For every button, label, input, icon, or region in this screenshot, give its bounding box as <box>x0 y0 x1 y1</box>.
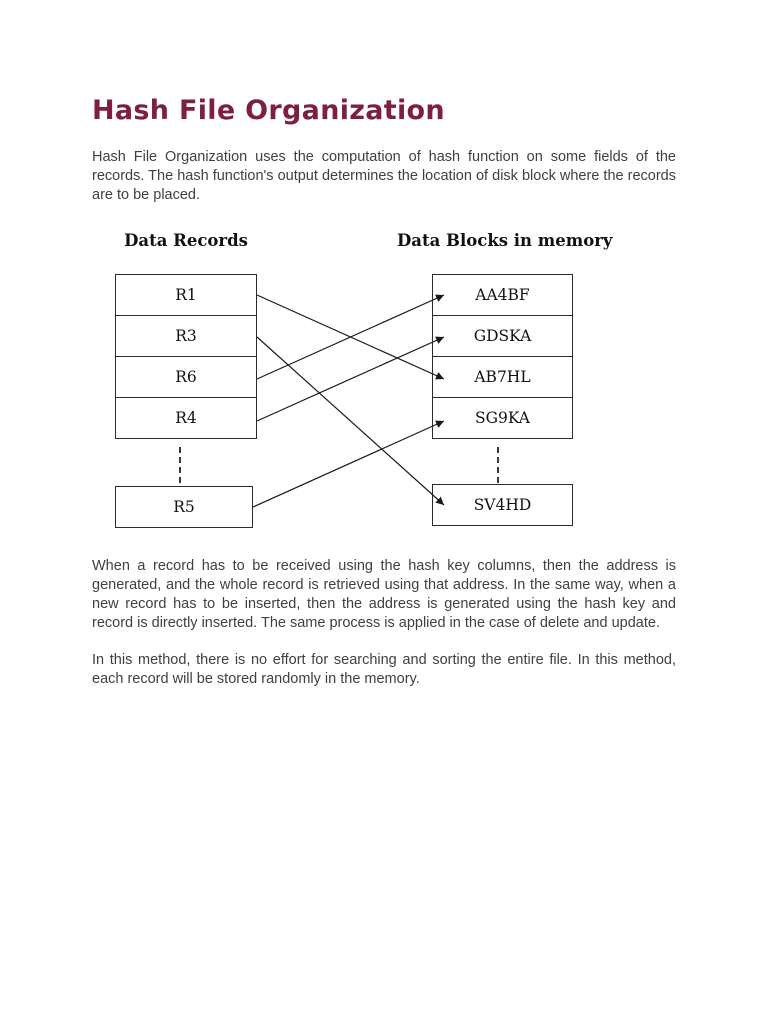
record-cell: R6 <box>115 356 257 398</box>
data-records-table <box>115 274 257 439</box>
arrow-R5-to-SG9KA <box>253 421 444 507</box>
method-paragraph: In this method, there is no effort for searching and sorting the entire file. In this method, each record will be stored randomly in the memory. <box>92 652 676 687</box>
hash-diagram <box>92 231 676 533</box>
block-cell: AA4BF <box>432 274 573 316</box>
data-blocks-table <box>432 274 573 439</box>
block-cell: SV4HD <box>432 484 573 526</box>
arrow-R3-to-SV4HD <box>257 337 444 505</box>
block-cell: GDSKA <box>432 315 573 357</box>
arrow-R1-to-AB7HL <box>257 295 444 379</box>
record-cell: R1 <box>115 274 257 316</box>
retrieval-paragraph: When a record has to be received using the hash key columns, then the address is generated, and the whole record is retrieved using that address. In the same way, when a new record has to be inserted, then the address is generated using the hash key and record is directly inserted. The same process is applied in the case of delete and update. <box>92 558 676 631</box>
arrow-R6-to-AA4BF <box>257 295 444 379</box>
block-cell: SG9KA <box>432 397 573 439</box>
dashed-connector-right <box>497 447 499 483</box>
arrow-R4-to-GDSKA <box>257 337 444 421</box>
record-cell: R3 <box>115 315 257 357</box>
data-blocks-header: Data Blocks in memory <box>397 231 613 250</box>
record-cell: R5 <box>115 486 253 528</box>
record-cell: R4 <box>115 397 257 439</box>
page-title: Hash File Organization <box>92 95 445 126</box>
data-records-header: Data Records <box>124 231 248 250</box>
intro-paragraph: Hash File Organization uses the computation of hash function on some fields of the records. The hash function's output determines the location of disk block where the records are to be placed. <box>92 149 676 203</box>
dashed-connector-left <box>179 447 181 483</box>
block-cell: AB7HL <box>432 356 573 398</box>
